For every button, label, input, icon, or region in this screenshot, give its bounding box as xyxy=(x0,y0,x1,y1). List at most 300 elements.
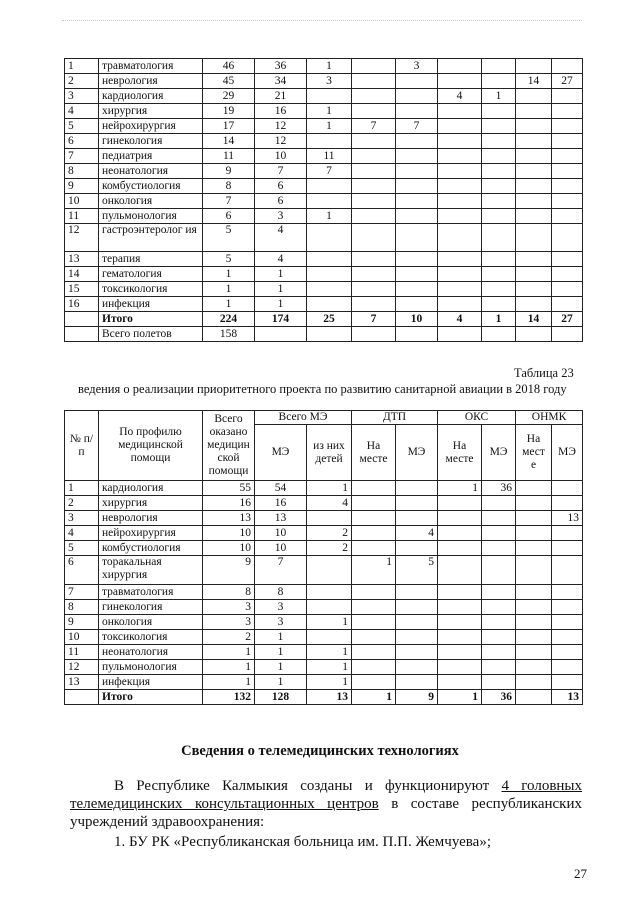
row-value: 1 xyxy=(482,89,516,104)
row-value xyxy=(552,645,583,660)
row-value xyxy=(396,194,438,209)
row-value: 4 xyxy=(255,252,307,267)
row-value: 1 xyxy=(307,675,352,690)
row-value xyxy=(438,224,482,252)
row-value xyxy=(396,134,438,149)
row-value xyxy=(352,496,396,511)
row-value: 2 xyxy=(307,541,352,556)
row-value: 1 xyxy=(203,645,255,660)
row-value: 19 xyxy=(203,104,255,119)
row-value: 5 xyxy=(396,556,438,585)
row-value: 1 xyxy=(255,660,307,675)
row-value xyxy=(438,59,482,74)
row-value xyxy=(352,660,396,675)
row-value: 3 xyxy=(255,209,307,224)
empty-cell xyxy=(255,327,307,342)
row-profile: терапия xyxy=(99,252,203,267)
total-value xyxy=(516,690,552,705)
row-value xyxy=(307,282,352,297)
row-number: 16 xyxy=(65,297,99,312)
row-value xyxy=(396,511,438,526)
total-value: 9 xyxy=(396,690,438,705)
row-value: 1 xyxy=(255,630,307,645)
row-value: 36 xyxy=(482,481,516,496)
table-row xyxy=(65,224,583,252)
table-row xyxy=(65,164,583,179)
row-value xyxy=(352,252,396,267)
row-profile: педиатрия xyxy=(99,149,203,164)
empty-cell xyxy=(482,327,516,342)
row-number: 12 xyxy=(65,660,99,675)
table-row xyxy=(65,496,583,511)
row-value xyxy=(516,556,552,585)
row-number xyxy=(65,327,99,342)
total-value: 13 xyxy=(552,690,583,705)
subheader-on-site: На месте xyxy=(438,425,482,481)
table-row xyxy=(65,179,583,194)
row-value xyxy=(307,134,352,149)
row-number: 12 xyxy=(65,224,99,252)
row-value: 4 xyxy=(307,496,352,511)
row-value xyxy=(438,496,482,511)
row-value xyxy=(307,630,352,645)
row-value xyxy=(552,134,583,149)
row-value xyxy=(438,194,482,209)
row-number: 1 xyxy=(65,481,99,496)
row-value: 1 xyxy=(203,675,255,690)
table-row xyxy=(65,630,583,645)
row-value: 1 xyxy=(255,297,307,312)
table-row xyxy=(65,541,583,556)
row-value xyxy=(307,585,352,600)
row-value xyxy=(482,585,516,600)
total-value: 174 xyxy=(255,312,307,327)
row-value: 10 xyxy=(203,526,255,541)
row-value xyxy=(552,526,583,541)
row-value xyxy=(307,224,352,252)
row-value: 10 xyxy=(255,149,307,164)
row-profile: инфекция xyxy=(99,297,203,312)
row-number: 10 xyxy=(65,194,99,209)
row-value xyxy=(482,104,516,119)
row-number: 9 xyxy=(65,615,99,630)
table-row xyxy=(65,297,583,312)
row-value xyxy=(438,526,482,541)
row-value xyxy=(482,600,516,615)
row-value xyxy=(482,675,516,690)
row-value xyxy=(396,297,438,312)
row-value: 11 xyxy=(203,149,255,164)
row-value: 1 xyxy=(352,556,396,585)
row-value xyxy=(438,104,482,119)
total-value: 7 xyxy=(352,312,396,327)
row-value xyxy=(352,134,396,149)
row-value: 16 xyxy=(255,496,307,511)
row-value xyxy=(552,496,583,511)
row-value xyxy=(396,209,438,224)
row-value: 46 xyxy=(203,59,255,74)
row-value xyxy=(482,297,516,312)
table-row xyxy=(65,209,583,224)
row-value xyxy=(482,496,516,511)
row-value xyxy=(352,209,396,224)
row-profile: неврология xyxy=(99,74,203,89)
total-value: 1 xyxy=(352,690,396,705)
row-value xyxy=(516,541,552,556)
empty-cell xyxy=(552,327,583,342)
row-value: 34 xyxy=(255,74,307,89)
header-total-me: Всего МЭ xyxy=(255,411,352,425)
table-row xyxy=(65,194,583,209)
row-value xyxy=(482,630,516,645)
row-value xyxy=(438,660,482,675)
row-value xyxy=(516,660,552,675)
row-value xyxy=(552,282,583,297)
row-value: 3 xyxy=(203,615,255,630)
row-value: 3 xyxy=(203,600,255,615)
row-value xyxy=(516,282,552,297)
row-number: 6 xyxy=(65,556,99,585)
row-value xyxy=(552,630,583,645)
row-value: 16 xyxy=(255,104,307,119)
row-profile: пульмонология xyxy=(99,660,203,675)
row-value: 1 xyxy=(307,660,352,675)
table-previous-continuation xyxy=(64,58,583,342)
row-value xyxy=(438,630,482,645)
row-profile: гастроэнтеролог ия xyxy=(99,224,203,252)
header-profile: По профилю медицинской помощи xyxy=(99,411,203,481)
row-value xyxy=(516,179,552,194)
row-value: 10 xyxy=(203,541,255,556)
row-value xyxy=(482,194,516,209)
row-value xyxy=(396,252,438,267)
table-row xyxy=(65,645,583,660)
row-value xyxy=(396,630,438,645)
total-value: 1 xyxy=(438,690,482,705)
row-value xyxy=(482,134,516,149)
row-profile: травматология xyxy=(99,59,203,74)
row-value xyxy=(438,134,482,149)
row-value xyxy=(396,496,438,511)
row-value xyxy=(352,74,396,89)
row-value: 36 xyxy=(255,59,307,74)
row-number: 9 xyxy=(65,179,99,194)
row-value xyxy=(396,675,438,690)
row-value xyxy=(516,252,552,267)
table-row xyxy=(65,481,583,496)
row-value xyxy=(516,615,552,630)
empty-cell xyxy=(438,327,482,342)
table-row xyxy=(65,600,583,615)
row-value xyxy=(482,209,516,224)
total-value: 36 xyxy=(482,690,516,705)
table-row xyxy=(65,660,583,675)
header-oks: ОКС xyxy=(438,411,516,425)
row-value xyxy=(307,89,352,104)
row-value xyxy=(307,194,352,209)
row-value xyxy=(552,179,583,194)
row-value xyxy=(352,511,396,526)
row-number: 8 xyxy=(65,600,99,615)
row-value xyxy=(516,267,552,282)
row-value: 7 xyxy=(203,194,255,209)
row-value xyxy=(482,556,516,585)
row-value xyxy=(482,164,516,179)
subheader-me: МЭ xyxy=(482,425,516,481)
row-value xyxy=(552,675,583,690)
subheader-on-site: На мест е xyxy=(516,425,552,481)
row-number: 14 xyxy=(65,267,99,282)
row-profile: хирургия xyxy=(99,104,203,119)
row-value xyxy=(307,556,352,585)
row-number: 7 xyxy=(65,149,99,164)
row-value xyxy=(396,104,438,119)
row-value xyxy=(438,585,482,600)
row-value: 8 xyxy=(203,585,255,600)
row-value xyxy=(396,615,438,630)
row-value: 4 xyxy=(255,224,307,252)
header-total-help: Всего оказано медицин ской помощи xyxy=(203,411,255,481)
row-value xyxy=(482,660,516,675)
empty-cell xyxy=(516,327,552,342)
row-value xyxy=(396,89,438,104)
row-value xyxy=(352,149,396,164)
table-row xyxy=(65,615,583,630)
row-profile: хирургия xyxy=(99,496,203,511)
row-value xyxy=(516,511,552,526)
row-value xyxy=(552,660,583,675)
row-value xyxy=(352,481,396,496)
row-value xyxy=(396,267,438,282)
row-value: 9 xyxy=(203,556,255,585)
row-value: 7 xyxy=(307,164,352,179)
row-number: 11 xyxy=(65,209,99,224)
row-value: 1 xyxy=(203,297,255,312)
row-value xyxy=(438,179,482,194)
row-value xyxy=(438,541,482,556)
row-value xyxy=(438,675,482,690)
flights-row xyxy=(65,327,583,342)
row-value xyxy=(552,585,583,600)
row-value xyxy=(438,600,482,615)
row-value xyxy=(352,675,396,690)
row-profile: комбустиология xyxy=(99,541,203,556)
row-profile: неонатология xyxy=(99,164,203,179)
section-heading: Сведения о телемедицинских технологиях xyxy=(181,743,459,759)
row-value: 1 xyxy=(307,645,352,660)
row-value xyxy=(438,74,482,89)
row-value xyxy=(396,74,438,89)
row-value: 7 xyxy=(396,119,438,134)
row-value xyxy=(552,209,583,224)
row-number: 13 xyxy=(65,252,99,267)
row-value xyxy=(552,119,583,134)
row-number: 11 xyxy=(65,645,99,660)
row-value: 1 xyxy=(255,645,307,660)
row-value xyxy=(352,541,396,556)
row-value: 1 xyxy=(307,104,352,119)
row-value xyxy=(352,59,396,74)
scan-top-edge xyxy=(62,20,582,21)
row-value xyxy=(516,149,552,164)
row-value: 1 xyxy=(438,481,482,496)
row-value xyxy=(552,556,583,585)
row-value xyxy=(552,297,583,312)
total-value: 1 xyxy=(482,312,516,327)
row-number: 15 xyxy=(65,282,99,297)
row-value: 13 xyxy=(255,511,307,526)
row-profile: травматология xyxy=(99,585,203,600)
row-number: 5 xyxy=(65,119,99,134)
row-value xyxy=(307,267,352,282)
row-value xyxy=(516,224,552,252)
row-number: 10 xyxy=(65,630,99,645)
row-value xyxy=(552,194,583,209)
row-value: 14 xyxy=(203,134,255,149)
row-profile: онкология xyxy=(99,615,203,630)
row-value: 1 xyxy=(203,660,255,675)
row-value xyxy=(438,209,482,224)
row-value xyxy=(516,600,552,615)
row-value xyxy=(482,224,516,252)
row-value: 12 xyxy=(255,119,307,134)
row-value: 27 xyxy=(552,74,583,89)
row-number: 4 xyxy=(65,526,99,541)
row-value: 2 xyxy=(307,526,352,541)
row-value: 6 xyxy=(255,179,307,194)
row-value: 21 xyxy=(255,89,307,104)
row-number: 2 xyxy=(65,74,99,89)
total-label: Итого xyxy=(99,312,203,327)
row-profile: гинекология xyxy=(99,134,203,149)
row-value xyxy=(482,119,516,134)
paragraph-underlined-text: 4 головных телемедицинских консультационных центров xyxy=(70,778,583,812)
paragraph-centers xyxy=(70,777,582,831)
row-value xyxy=(516,675,552,690)
row-number: 3 xyxy=(65,511,99,526)
row-value: 8 xyxy=(255,585,307,600)
row-profile: кардиология xyxy=(99,481,203,496)
paragraph-list-item: 1. БУ РК «Республиканская больница им. П.П. Жемчуева»; xyxy=(114,834,491,850)
row-profile: нейрохирургия xyxy=(99,526,203,541)
row-value xyxy=(396,481,438,496)
row-value: 3 xyxy=(396,59,438,74)
table-row xyxy=(65,282,583,297)
row-value: 3 xyxy=(255,600,307,615)
row-value xyxy=(516,119,552,134)
header-onmk: ОНМК xyxy=(516,411,583,425)
row-value xyxy=(552,267,583,282)
table-row xyxy=(65,104,583,119)
row-value: 3 xyxy=(307,74,352,89)
table-row xyxy=(65,267,583,282)
row-value xyxy=(396,164,438,179)
row-value xyxy=(482,541,516,556)
empty-cell xyxy=(352,327,396,342)
row-value xyxy=(482,149,516,164)
row-value xyxy=(516,297,552,312)
row-value xyxy=(352,164,396,179)
row-value xyxy=(482,282,516,297)
row-value: 7 xyxy=(352,119,396,134)
row-value: 1 xyxy=(307,119,352,134)
page-number: 27 xyxy=(574,866,587,881)
table-row xyxy=(65,585,583,600)
row-value: 4 xyxy=(396,526,438,541)
flights-label: Всего полетов xyxy=(99,327,203,342)
row-value xyxy=(482,615,516,630)
row-value xyxy=(352,194,396,209)
row-value xyxy=(516,526,552,541)
row-value: 7 xyxy=(255,164,307,179)
row-value xyxy=(352,104,396,119)
row-value xyxy=(396,224,438,252)
row-value: 16 xyxy=(203,496,255,511)
table-number: Таблица 23 xyxy=(514,366,574,380)
subheader-me: МЭ xyxy=(255,425,307,481)
row-value xyxy=(482,511,516,526)
row-value xyxy=(438,645,482,660)
row-value xyxy=(438,119,482,134)
row-value xyxy=(552,224,583,252)
row-value xyxy=(482,179,516,194)
row-value xyxy=(438,297,482,312)
row-value: 12 xyxy=(255,134,307,149)
table-row xyxy=(65,119,583,134)
row-value xyxy=(396,149,438,164)
row-value xyxy=(552,615,583,630)
subheader-me: МЭ xyxy=(396,425,438,481)
row-value xyxy=(352,297,396,312)
row-profile: онкология xyxy=(99,194,203,209)
row-value xyxy=(482,74,516,89)
total-label: Итого xyxy=(99,690,203,705)
row-profile: токсикология xyxy=(99,630,203,645)
row-value: 5 xyxy=(203,252,255,267)
row-value: 13 xyxy=(552,511,583,526)
row-value xyxy=(352,526,396,541)
header-num: № п/п xyxy=(65,411,99,481)
row-value: 4 xyxy=(438,89,482,104)
row-value xyxy=(552,149,583,164)
row-value xyxy=(516,496,552,511)
row-value xyxy=(552,481,583,496)
row-value xyxy=(482,252,516,267)
row-value: 10 xyxy=(255,526,307,541)
table-row xyxy=(65,526,583,541)
row-value xyxy=(352,615,396,630)
row-value: 1 xyxy=(203,282,255,297)
subheader-of-children: из них детей xyxy=(307,425,352,481)
row-profile: нейрохирургия xyxy=(99,119,203,134)
row-number: 6 xyxy=(65,134,99,149)
row-value xyxy=(352,282,396,297)
row-value xyxy=(516,585,552,600)
total-value: 132 xyxy=(203,690,255,705)
row-value: 1 xyxy=(255,282,307,297)
row-number: 1 xyxy=(65,59,99,74)
row-value: 10 xyxy=(255,541,307,556)
row-value xyxy=(516,209,552,224)
row-value xyxy=(516,194,552,209)
row-value xyxy=(307,297,352,312)
row-value xyxy=(516,59,552,74)
row-value xyxy=(352,224,396,252)
row-value xyxy=(352,89,396,104)
row-value: 14 xyxy=(516,74,552,89)
row-value xyxy=(438,252,482,267)
row-value xyxy=(482,267,516,282)
